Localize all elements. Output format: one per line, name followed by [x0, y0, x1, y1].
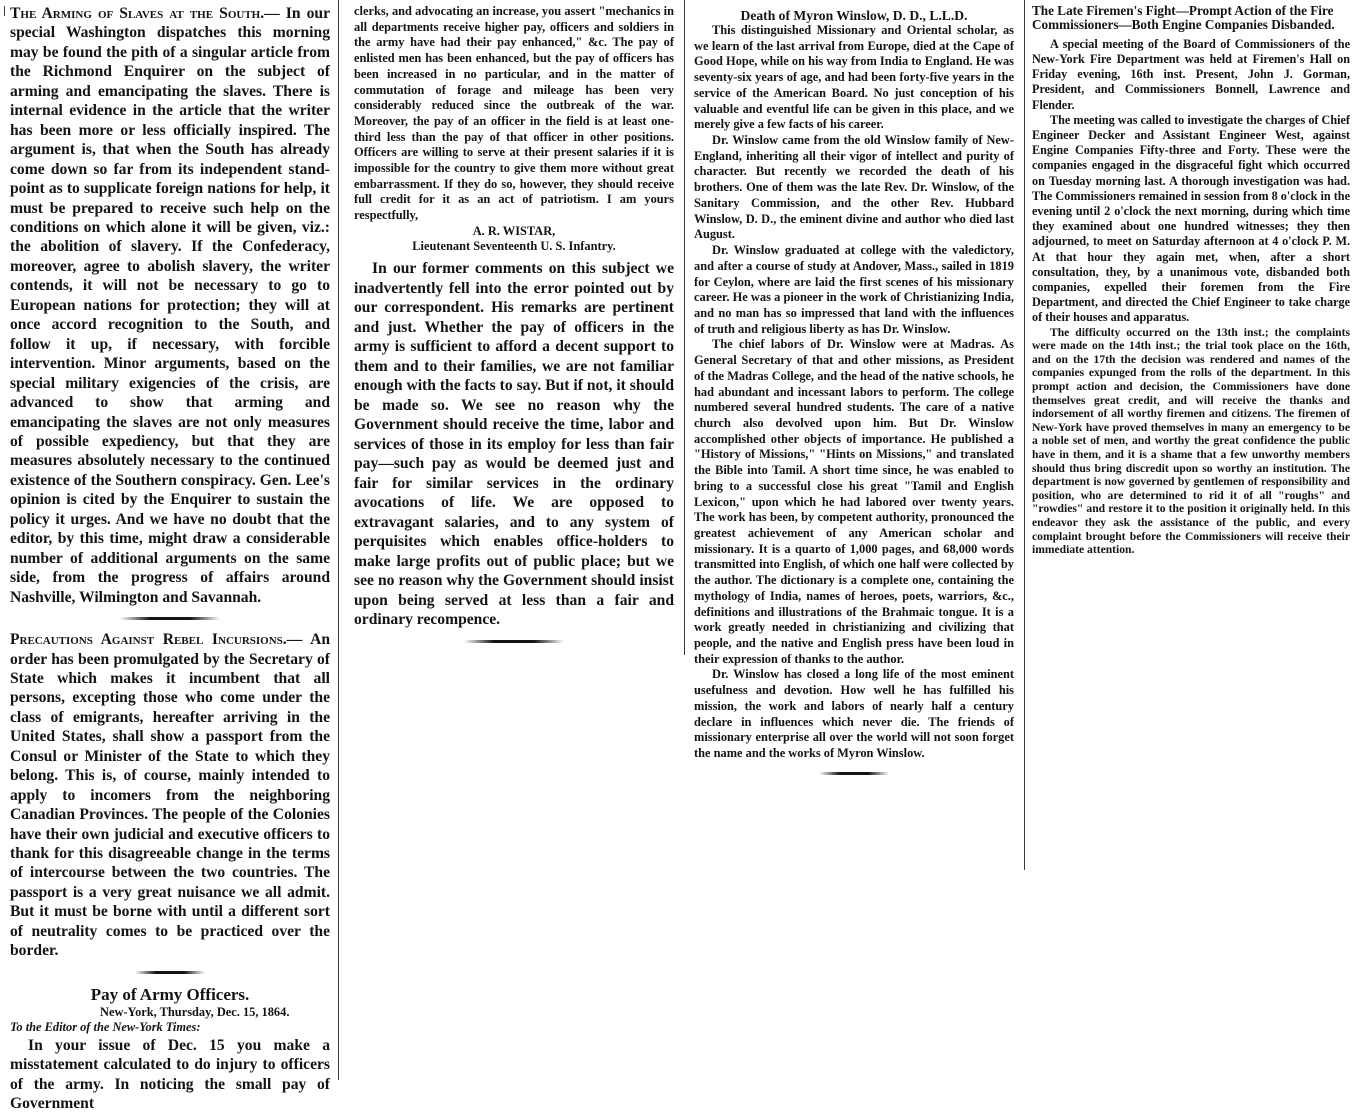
article-divider: [464, 640, 564, 643]
article-title-precautions: Precautions Against Rebel Incursions.—: [10, 631, 303, 649]
column-rule-1: [338, 0, 339, 1080]
letter-signature: A. R. WISTAR,: [472, 223, 556, 238]
letter-dateline: New-York, Thursday, Dec. 15, 1864.: [100, 1004, 290, 1019]
column-rule-2: [684, 0, 685, 655]
article-title-death-of-myron-winslow: Death of Myron Winslow, D. D., L.L.D.: [740, 8, 968, 23]
article-title-arming-of-slaves: The Arming of Slaves at the South.—: [10, 5, 280, 22]
article-title-firemens-fight: The Late Firemen's Fight—Prompt Action of the Fire Commissioners—Both Engine Companies Disbanded.: [1032, 3, 1335, 33]
article-divider: [135, 971, 205, 974]
firemen-paragraph-3: The difficulty occurred on the 13th inst.; the complaints were made on the 14th inst.; the trial took place on the 16th, and on the 17th the decision was rendered and names of the companies expunged from the rolls of the department. In this prompt action and decision, the Commissioners have done themselves great credit, and will receive the thanks and indorsement of all worthy firemen and citizens. The firemen of New-York have proved themselves in many an emergency to be a noble set of men, and worthy the great confidence the public have in them, and it is a shame that a few unworthy members should thus bring discredit upon so worthy an institution. The department is now governed by gentlemen of responsibility and position, who are determined to rid it of all "roughs" and "rowdies" and restore it to the position it originally held. In this endeavor they ask the assistance of the public, and every complaint brought before the Commissioners will receive their immediate attention.: [1032, 325, 1350, 557]
article-arming-of-slaves: [10, 4, 330, 607]
article-divider: [819, 772, 889, 775]
article-body-arming-of-slaves: In our special Washington dispatches this morning may be found the pith of a singular article from the Richmond Enquirer on the subject of arming and emancipating the slaves. There is internal evidence in the article that the writer has been more or less officially inspired. The argument is, that when the South has already come down so far from its independent stand-point as to supplicate foreign nations for help, it must be prepared to receive such help on the conditions on which alone it will be given, viz.: the abolition of slavery. If the Confederacy, moreover, agree to abolish slavery, the writer contends, it will not be necessary to go to European nations for protection; they will at once accord recognition to the South, and follow it up, if necessary, with forcible intervention. Minor arguments, based on the special military exigencies of the crisis, are advanced to show that arming and emancipating the slaves are not only measures of possible expediency, but that they are measures absolutely necessary to the continued existence of the Southern conspiracy. Gen. Lee's opinion is cited by the Enquirer to sustain the policy it urges. And we have no doubt that the editor, by this time, might draw a considerable number of additional arguments on the same side, from the progress of affairs around Nashville, Wilmington and Savannah.: [10, 5, 331, 606]
obituary-paragraph-3: Dr. Winslow graduated at college with the valedictory, and after a course of study at Andover, Mass., sailed in 1819 for Ceylon, where are laid the first scenes of his missionary career. He was a pioneer in the work of Christianizing India, and no man has so impressed that land with the influences of truth and religious liberty as has Dr. Winslow.: [694, 243, 1014, 336]
letter-salutation: To the Editor of the New-York Times:: [10, 1020, 201, 1035]
article-precautions: [10, 630, 330, 961]
letter-body-continued: clerks, and advocating an increase, you assert "mechanics in all departments receive higher pay, officers and soldiers in the army have had their pay enhanced," &c. The pay of enlisted men has been enhanced, but the pay of officers has been increased in no particular, and in the matter of commutation of forage and mileage has been very considerably reduced since the outbreak of the war. Moreover, the pay of an officer in the field is at least one-third less than the pay of that officer in other positions. Officers are willing to serve at their present salaries if it is impossible for the country to give them more without great embarrassment. If they do so, however, they should receive full credit for it as an act of patriotism. I am yours respectfully,: [354, 4, 674, 223]
letter-body-start: In your issue of Dec. 15 you make a misstatement calculated to do injury to officers of the army. In noticing the small pay of Government: [10, 1036, 330, 1113]
article-body-precautions: An order has been promulgated by the Secretary of State which makes it incumbent that all persons, excepting those who come under the class of emigrants, hereafter arriving in the United States, shall show a passport from the Consul or Minister of the State to which they belong. This is, of course, mainly intended to apply to incomers from the neighboring Canadian Provinces. The people of the Colonies have their own judicial and executive officers to thank for this disagreeable change in the terms of intercourse between the two countries. The passport is a very great nuisance we all admit. But it must be borne with until a different sort of neutrality comes to be practiced over the border.: [10, 631, 330, 960]
column-1: [0, 0, 334, 1113]
column-rule-3: [1024, 0, 1025, 870]
editorial-comment: In our former comments on this subject we inadvertently fell into the error pointed out by our correspondent. His remarks are pertinent and just. Whether the pay of officers in the army is sufficient to afford a decent support to them and to their families, we are not familiar enough with the facts to say. But if not, it should be made so. We see no reason why the Government should receive the time, labor and services of those in its employ for less than fair pay—such pay as would be deemed just and fair for similar services in the ordinary avocations of life. We are opposed to extravagant salaries, and to any system of perquisites which enables office-holders to make large profits out of public place; but we see no reason why the Government should insist upon being served at less than a fair and ordinary recompence.: [354, 260, 674, 629]
firemen-paragraph-1: A special meeting of the Board of Commissioners of the New-York Fire Department was held at Firemen's Hall on Friday evening, 16th inst. Present, John J. Gorman, President, and Commissioners Bonnell, Lawrence and Flender.: [1032, 36, 1350, 112]
obituary-paragraph-2: Dr. Winslow came from the old Winslow family of New-England, inheriting all their vigor of intellect and purity of character. But recently we recorded the death of his brothers. One of them was the late Rev. Dr. Winslow, of the Sanitary Commission, and the other Rev. Hubbard Winslow, D. D., the eminent divine and author who died last August.: [694, 133, 1014, 242]
firemen-paragraph-2: The meeting was called to investigate the charges of Chief Engineer Decker and Assistant Engineer West, against Engine Companies Fifty-three and Forty. These were the companies engaged in the disgraceful fight which occurred on Tuesday morning last. A thorough investigation was had. The Commissioners remained in session from 8 o'clock in the evening until 2 o'clock the next morning, during which time they examined about one hundred witnesses; they then adjourned, to meet on Saturday afternoon at 4 o'clock P. M. At that hour they again met, when, after a short consultation, they, by a unanimous vote, disbanded both companies, expelled their foremen from the Fire Department, and directed the Chief Engineer to take charge of their houses and apparatus.: [1032, 112, 1350, 325]
letter-signer-rank: Lieutenant Seventeenth U. S. Infantry.: [412, 239, 616, 254]
obituary-paragraph-1: This distinguished Missionary and Oriental scholar, as we learn of the last arrival from Europe, died at the Cape of Good Hope, while on his way from India to England. He was seventy-six years of age, and had been forty-five years in the service of the American Board. No just conception of his valuable and eventful life can be given in this place, and we merely give a few facts of his career.: [694, 23, 1014, 132]
article-divider: [120, 617, 220, 620]
column-4: [1030, 0, 1352, 585]
column-2: [346, 0, 678, 650]
obituary-paragraph-5: Dr. Winslow has closed a long life of the most eminent usefulness and devotion. How well he has fulfilled his mission, the work and labors of nearly half a century declare in influences which never die. The friends of missionary enterprise all over the world will not soon forget the name and the works of Myron Winslow.: [694, 667, 1014, 761]
obituary-paragraph-4: The chief labors of Dr. Winslow were at Madras. As General Secretary of that and other missions, as President of the Madras College, and the head of the native schools, he had abundant and incessant labors to perform. The college numbered several hundred students. The care of a native church also devolved upon him. But Dr. Winslow accomplished other objects of importance. He published a "History of Missions," "Hints on Missions," and translated the Bible into Tamil. A short time since, he was enabled to bring to a successful close his great "Tamil and English Lexicon," upon which he had labored over twenty years. The work has been, by competent authority, pronounced the greatest achievement of any American scholar and missionary. It is a quarto of 1,000 pages, and 68,000 words transmitted into English, of which one half were collected by the author. The dictionary is a complete one, containing the mythology of India, names of heroes, poets, warriors, &c., definitions and illustrations of the Brahmaic tongue. It is a work greatly needed in christianizing and civilizing that people, and the native and English press have been loud in their expression of thanks to the author.: [694, 337, 1014, 666]
column-3: [690, 0, 1018, 862]
article-title-pay-of-army-officers: Pay of Army Officers.: [90, 984, 250, 1004]
